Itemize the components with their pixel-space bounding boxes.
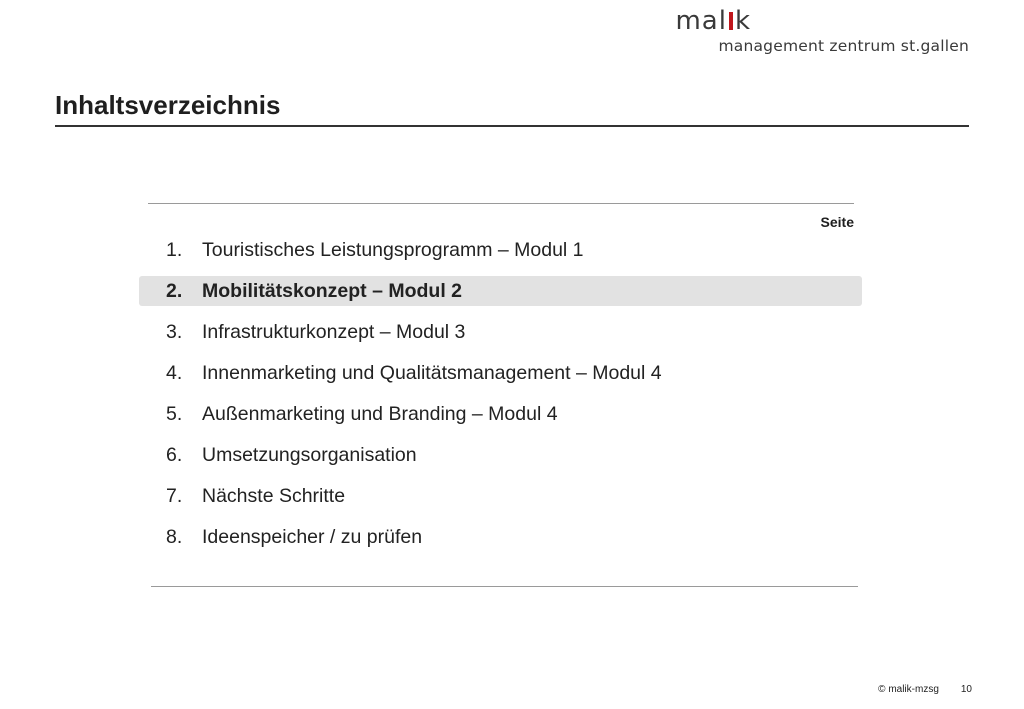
toc-item-number: 4.: [166, 362, 183, 384]
toc-item-title: Mobilitätskonzept – Modul 2: [202, 280, 463, 302]
toc-item-number: 3.: [166, 321, 183, 343]
footer: [878, 684, 972, 695]
toc-item-row: [139, 358, 862, 388]
toc-item[interactable]: [139, 436, 862, 477]
toc-item-number: 8.: [166, 526, 183, 548]
toc-item-number: 1.: [166, 239, 183, 261]
toc-item-title: Ideenspeicher / zu prüfen: [202, 526, 423, 548]
page-number: 10: [960, 684, 972, 695]
page-column-label: Seite: [820, 214, 854, 230]
toc-item-title: Umsetzungsorganisation: [202, 444, 417, 466]
toc-bottom-divider: [151, 586, 858, 587]
toc-item[interactable]: [139, 518, 862, 559]
toc-item-row: [139, 522, 862, 552]
table-of-contents: [139, 231, 862, 559]
toc-item[interactable]: [139, 477, 862, 518]
page-title: Inhaltsverzeichnis: [55, 90, 281, 120]
malik-logo: [675, 6, 969, 56]
logo-wordmark: mal k: [675, 6, 751, 36]
toc-item[interactable]: [139, 354, 862, 395]
toc-item[interactable]: [139, 395, 862, 436]
toc-top-divider: [148, 203, 854, 204]
toc-item-active[interactable]: [139, 272, 862, 313]
logo-subtitle: management zentrum st.gallen: [718, 37, 969, 55]
toc-item-row: [139, 440, 862, 470]
toc-item-row: [139, 317, 862, 347]
toc-item-title: Nächste Schritte: [202, 485, 346, 507]
toc-item-number: 5.: [166, 403, 183, 425]
toc-item-title: Innenmarketing und Qualitätsmanagement – Modul 4: [202, 362, 662, 384]
title-divider: [55, 125, 969, 127]
toc-item-title: Außenmarketing und Branding – Modul 4: [202, 403, 558, 425]
toc-item-row: [139, 276, 862, 306]
toc-item-number: 2.: [166, 280, 183, 302]
copyright-notice: © malik-mzsg: [878, 684, 939, 695]
toc-item-row: [139, 399, 862, 429]
toc-item-row: [139, 481, 862, 511]
toc-item[interactable]: [139, 231, 862, 272]
logo-red-bar: [729, 12, 733, 30]
toc-item-title: Infrastrukturkonzept – Modul 3: [202, 321, 466, 343]
toc-item-row: [139, 235, 862, 265]
toc-item-number: 7.: [166, 485, 183, 507]
toc-item-number: 6.: [166, 444, 183, 466]
toc-item-title: Touristisches Leistungsprogramm – Modul 1: [202, 239, 584, 261]
toc-item[interactable]: [139, 313, 862, 354]
